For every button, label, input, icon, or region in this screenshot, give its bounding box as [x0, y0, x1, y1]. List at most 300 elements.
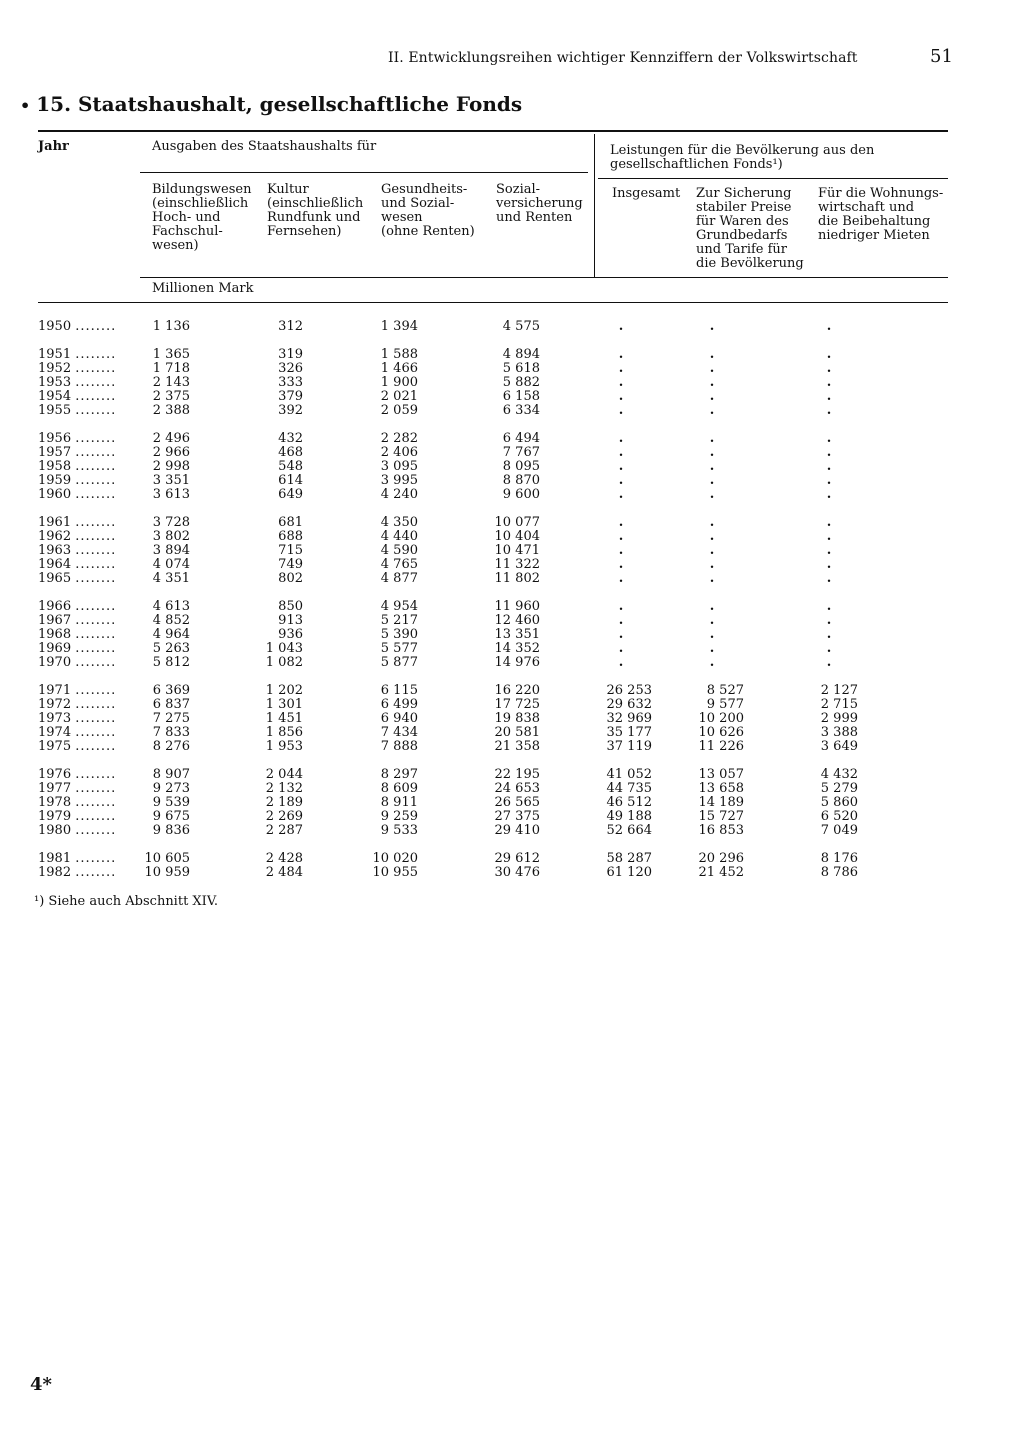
year-cell [38, 530, 116, 544]
header-line: stabiler Preise [696, 200, 792, 215]
value-cell: 7 275 [152, 711, 190, 726]
leader-dots: ........ [75, 473, 117, 488]
value-cell: 20 296 [698, 851, 744, 866]
year-cell [38, 404, 116, 418]
year-cell [38, 740, 116, 754]
value-cell: 17 725 [494, 697, 540, 712]
value-cell: 2 059 [380, 403, 418, 418]
leader-dots: ........ [75, 683, 117, 698]
header-col-preise [696, 187, 804, 271]
page-number: 51 [930, 46, 953, 67]
value-cell: 26 253 [606, 683, 652, 698]
value-cell: 2 282 [380, 431, 418, 446]
value-cell: 2 966 [152, 445, 190, 460]
value-cell: 1 043 [265, 641, 303, 656]
year-cell [38, 376, 116, 390]
table-row [0, 614, 1024, 628]
year-cell [38, 572, 116, 586]
value-cell: 5 882 [502, 375, 540, 390]
year-cell [38, 712, 116, 726]
header-line: Zur Sicherung [696, 186, 792, 201]
value-cell: 2 127 [820, 683, 858, 698]
value-cell: 4 351 [152, 571, 190, 586]
year-value: 1971 [38, 683, 72, 698]
table-row [0, 460, 1024, 474]
value-cell: 3 728 [152, 515, 190, 530]
header-col-gesundheit [381, 183, 475, 239]
value-cell: 2 375 [152, 389, 190, 404]
year-value: 1953 [38, 375, 72, 390]
value-cell: 8 870 [502, 473, 540, 488]
value-cell: 4 590 [380, 543, 418, 558]
value-cell: 9 675 [152, 809, 190, 824]
value-cell: 3 613 [152, 487, 190, 502]
year-cell [38, 390, 116, 404]
table-row [0, 474, 1024, 488]
group-rule-right [598, 178, 948, 179]
value-cell: 7 049 [820, 823, 858, 838]
value-cell: 4 852 [152, 613, 190, 628]
year-value: 1952 [38, 361, 72, 376]
table-row [0, 348, 1024, 362]
table-row [0, 796, 1024, 810]
leader-dots: ........ [75, 823, 117, 838]
value-cell: 4 613 [152, 599, 190, 614]
no-data-cell: . [618, 319, 624, 334]
no-data-cell: . [826, 515, 832, 530]
table-row [0, 684, 1024, 698]
value-cell: 5 877 [380, 655, 418, 670]
header-col-insgesamt [612, 187, 680, 201]
no-data-cell: . [826, 473, 832, 488]
no-data-cell: . [826, 431, 832, 446]
leader-dots: ........ [75, 725, 117, 740]
value-cell: 8 911 [380, 795, 418, 810]
value-cell: 2 496 [152, 431, 190, 446]
leader-dots: ........ [75, 361, 117, 376]
table-row [0, 698, 1024, 712]
value-cell: 29 410 [494, 823, 540, 838]
value-cell: 9 259 [380, 809, 418, 824]
header-col-kultur [267, 183, 363, 239]
value-cell: 13 658 [698, 781, 744, 796]
no-data-cell: . [618, 627, 624, 642]
value-cell: 16 220 [494, 683, 540, 698]
value-cell: 2 269 [265, 809, 303, 824]
value-cell: 2 428 [265, 851, 303, 866]
no-data-cell: . [709, 655, 715, 670]
value-cell: 5 217 [380, 613, 418, 628]
year-cell [38, 474, 116, 488]
header-line: wirtschaft und [818, 200, 915, 215]
value-cell: 2 388 [152, 403, 190, 418]
value-cell: 24 653 [494, 781, 540, 796]
value-cell: 15 727 [698, 809, 744, 824]
value-cell: 9 539 [152, 795, 190, 810]
header-line: für Waren des [696, 214, 789, 229]
year-value: 1979 [38, 809, 72, 824]
value-cell: 312 [278, 319, 303, 334]
leader-dots: ........ [75, 865, 117, 880]
no-data-cell: . [826, 655, 832, 670]
value-cell: 548 [278, 459, 303, 474]
value-cell: 21 358 [494, 739, 540, 754]
year-value: 1964 [38, 557, 72, 572]
value-cell: 326 [278, 361, 303, 376]
value-cell: 8 907 [152, 767, 190, 782]
no-data-cell: . [826, 599, 832, 614]
no-data-cell: . [826, 613, 832, 628]
leader-dots: ........ [75, 459, 117, 474]
no-data-cell: . [618, 557, 624, 572]
year-cell [38, 544, 116, 558]
header-group-right-line: Leistungen für die Bevölkerung aus den [610, 143, 875, 158]
year-cell [38, 628, 116, 642]
no-data-cell: . [618, 375, 624, 390]
leader-dots: ........ [75, 599, 117, 614]
year-value: 1967 [38, 613, 72, 628]
value-cell: 30 476 [494, 865, 540, 880]
value-cell: 10 605 [144, 851, 190, 866]
table-row [0, 628, 1024, 642]
no-data-cell: . [709, 375, 715, 390]
no-data-cell: . [709, 473, 715, 488]
value-cell: 913 [278, 613, 303, 628]
leader-dots: ........ [75, 641, 117, 656]
header-line: niedriger Mieten [818, 228, 930, 243]
header-group-left: Ausgaben des Staatshaushalts für [152, 139, 377, 154]
header-line: (ohne Renten) [381, 224, 475, 239]
year-value: 1974 [38, 725, 72, 740]
value-cell: 5 860 [820, 795, 858, 810]
no-data-cell: . [826, 459, 832, 474]
no-data-cell: . [709, 543, 715, 558]
value-cell: 2 132 [265, 781, 303, 796]
no-data-cell: . [618, 445, 624, 460]
year-cell [38, 348, 116, 362]
table-row [0, 516, 1024, 530]
no-data-cell: . [618, 473, 624, 488]
value-cell: 715 [278, 543, 303, 558]
header-line: Kultur [267, 182, 309, 197]
value-cell: 5 618 [502, 361, 540, 376]
value-cell: 21 452 [698, 865, 744, 880]
no-data-cell: . [826, 375, 832, 390]
year-value: 1958 [38, 459, 72, 474]
no-data-cell: . [709, 613, 715, 628]
value-cell: 614 [278, 473, 303, 488]
header-group-right [610, 144, 874, 172]
leader-dots: ........ [75, 851, 117, 866]
value-cell: 10 955 [372, 865, 418, 880]
year-cell [38, 684, 116, 698]
value-cell: 7 434 [380, 725, 418, 740]
value-cell: 6 494 [502, 431, 540, 446]
value-cell: 6 369 [152, 683, 190, 698]
no-data-cell: . [826, 543, 832, 558]
table-row [0, 824, 1024, 838]
year-cell [38, 726, 116, 740]
year-value: 1961 [38, 515, 72, 530]
value-cell: 2 484 [265, 865, 303, 880]
value-cell: 649 [278, 487, 303, 502]
header-line: Fachschul- [152, 224, 223, 239]
value-cell: 6 520 [820, 809, 858, 824]
year-value: 1956 [38, 431, 72, 446]
value-cell: 319 [278, 347, 303, 362]
value-cell: 5 390 [380, 627, 418, 642]
no-data-cell: . [826, 641, 832, 656]
value-cell: 10 404 [494, 529, 540, 544]
header-line: (einschließlich [267, 196, 364, 211]
value-cell: 749 [278, 557, 303, 572]
value-cell: 3 388 [820, 725, 858, 740]
value-cell: 11 802 [494, 571, 540, 586]
leader-dots: ........ [75, 809, 117, 824]
value-cell: 9 836 [152, 823, 190, 838]
year-value: 1972 [38, 697, 72, 712]
no-data-cell: . [826, 529, 832, 544]
no-data-cell: . [709, 431, 715, 446]
no-data-cell: . [709, 557, 715, 572]
value-cell: 2 189 [265, 795, 303, 810]
value-cell: 10 471 [494, 543, 540, 558]
header-line: Gesundheits- [381, 182, 468, 197]
value-cell: 2 406 [380, 445, 418, 460]
table-row [0, 740, 1024, 754]
header-line: (einschließlich [152, 196, 249, 211]
value-cell: 6 334 [502, 403, 540, 418]
no-data-cell: . [618, 529, 624, 544]
header-line: Grundbedarfs [696, 228, 788, 243]
value-cell: 29 612 [494, 851, 540, 866]
no-data-cell: . [618, 599, 624, 614]
header-bottom-rule [140, 277, 948, 278]
table-row [0, 320, 1024, 334]
value-cell: 6 115 [380, 683, 418, 698]
value-cell: 16 853 [698, 823, 744, 838]
value-cell: 8 297 [380, 767, 418, 782]
leader-dots: ........ [75, 375, 117, 390]
no-data-cell: . [826, 319, 832, 334]
group-divider [594, 134, 595, 278]
header-col-wohnung [818, 187, 943, 243]
header-col-bildung [152, 183, 252, 253]
table-row [0, 810, 1024, 824]
value-cell: 2 044 [265, 767, 303, 782]
no-data-cell: . [709, 515, 715, 530]
no-data-cell: . [618, 515, 624, 530]
value-cell: 1 718 [152, 361, 190, 376]
header-line: Sozial- [496, 182, 541, 197]
table-title-text: 15. Staatshaushalt, gesellschaftliche Fonds [36, 92, 523, 116]
value-cell: 1 588 [380, 347, 418, 362]
value-cell: 2 999 [820, 711, 858, 726]
leader-dots: ........ [75, 627, 117, 642]
year-value: 1980 [38, 823, 72, 838]
table-title [20, 92, 522, 116]
value-cell: 1 856 [265, 725, 303, 740]
leader-dots: ........ [75, 515, 117, 530]
leader-dots: ........ [75, 571, 117, 586]
header-line: Bildungswesen [152, 182, 252, 197]
value-cell: 7 833 [152, 725, 190, 740]
value-cell: 46 512 [606, 795, 652, 810]
value-cell: 3 995 [380, 473, 418, 488]
value-cell: 1 301 [265, 697, 303, 712]
table-row [0, 362, 1024, 376]
bullet-mark: • [20, 96, 31, 115]
value-cell: 8 527 [706, 683, 744, 698]
year-value: 1965 [38, 571, 72, 586]
no-data-cell: . [709, 627, 715, 642]
no-data-cell: . [618, 641, 624, 656]
value-cell: 10 077 [494, 515, 540, 530]
body-top-rule [38, 302, 948, 303]
header-group-right-line: gesellschaftlichen Fonds¹) [610, 157, 783, 172]
leader-dots: ........ [75, 655, 117, 670]
value-cell: 4 240 [380, 487, 418, 502]
value-cell: 6 158 [502, 389, 540, 404]
no-data-cell: . [618, 655, 624, 670]
year-value: 1959 [38, 473, 72, 488]
value-cell: 8 786 [820, 865, 858, 880]
year-value: 1966 [38, 599, 72, 614]
value-cell: 1 394 [380, 319, 418, 334]
value-cell: 10 959 [144, 865, 190, 880]
header-col-sozialversicherung [496, 183, 583, 225]
value-cell: 10 200 [698, 711, 744, 726]
year-value: 1976 [38, 767, 72, 782]
top-rule [38, 130, 948, 132]
value-cell: 3 649 [820, 739, 858, 754]
no-data-cell: . [709, 347, 715, 362]
leader-dots: ........ [75, 431, 117, 446]
value-cell: 1 082 [265, 655, 303, 670]
year-value: 1951 [38, 347, 72, 362]
table-row [0, 544, 1024, 558]
value-cell: 26 565 [494, 795, 540, 810]
value-cell: 6 837 [152, 697, 190, 712]
value-cell: 8 095 [502, 459, 540, 474]
value-cell: 1 365 [152, 347, 190, 362]
running-head: II. Entwicklungsreihen wichtiger Kennziffern der Volkswirtschaft [388, 50, 858, 66]
value-cell: 14 976 [494, 655, 540, 670]
no-data-cell: . [709, 361, 715, 376]
no-data-cell: . [618, 403, 624, 418]
no-data-cell: . [709, 445, 715, 460]
no-data-cell: . [618, 431, 624, 446]
value-cell: 4 877 [380, 571, 418, 586]
value-cell: 10 020 [372, 851, 418, 866]
no-data-cell: . [618, 389, 624, 404]
header-line: Rundfunk und [267, 210, 361, 225]
year-cell [38, 432, 116, 446]
signature-mark: 4* [30, 1374, 52, 1395]
header-line: die Bevölkerung [696, 256, 804, 271]
value-cell: 3 802 [152, 529, 190, 544]
value-cell: 4 432 [820, 767, 858, 782]
value-cell: 2 021 [380, 389, 418, 404]
no-data-cell: . [826, 361, 832, 376]
value-cell: 11 960 [494, 599, 540, 614]
no-data-cell: . [709, 571, 715, 586]
no-data-cell: . [709, 403, 715, 418]
table-row [0, 712, 1024, 726]
year-cell [38, 796, 116, 810]
no-data-cell: . [709, 487, 715, 502]
leader-dots: ........ [75, 767, 117, 782]
year-cell [38, 320, 116, 334]
year-value: 1978 [38, 795, 72, 810]
value-cell: 13 057 [698, 767, 744, 782]
value-cell: 37 119 [606, 739, 652, 754]
leader-dots: ........ [75, 739, 117, 754]
value-cell: 9 533 [380, 823, 418, 838]
value-cell: 13 351 [494, 627, 540, 642]
year-cell [38, 782, 116, 796]
year-value: 1969 [38, 641, 72, 656]
year-cell [38, 488, 116, 502]
header-line: wesen [381, 210, 423, 225]
header-line: Fernsehen) [267, 224, 342, 239]
table-row [0, 432, 1024, 446]
value-cell: 6 499 [380, 697, 418, 712]
value-cell: 4 765 [380, 557, 418, 572]
no-data-cell: . [826, 571, 832, 586]
year-cell [38, 852, 116, 866]
leader-dots: ........ [75, 711, 117, 726]
no-data-cell: . [826, 487, 832, 502]
leader-dots: ........ [75, 557, 117, 572]
value-cell: 1 136 [152, 319, 190, 334]
value-cell: 41 052 [606, 767, 652, 782]
value-cell: 9 577 [706, 697, 744, 712]
year-value: 1963 [38, 543, 72, 558]
value-cell: 35 177 [606, 725, 652, 740]
no-data-cell: . [709, 459, 715, 474]
value-cell: 850 [278, 599, 303, 614]
table-row [0, 768, 1024, 782]
year-value: 1975 [38, 739, 72, 754]
value-cell: 4 350 [380, 515, 418, 530]
value-cell: 802 [278, 571, 303, 586]
value-cell: 468 [278, 445, 303, 460]
value-cell: 2 998 [152, 459, 190, 474]
value-cell: 58 287 [606, 851, 652, 866]
no-data-cell: . [709, 529, 715, 544]
table-row [0, 782, 1024, 796]
year-cell [38, 558, 116, 572]
no-data-cell: . [826, 627, 832, 642]
value-cell: 1 900 [380, 375, 418, 390]
value-cell: 20 581 [494, 725, 540, 740]
header-line: wesen) [152, 238, 199, 253]
leader-dots: ........ [75, 389, 117, 404]
value-cell: 4 575 [502, 319, 540, 334]
leader-dots: ........ [75, 613, 117, 628]
year-value: 1957 [38, 445, 72, 460]
value-cell: 9 273 [152, 781, 190, 796]
year-value: 1977 [38, 781, 72, 796]
leader-dots: ........ [75, 529, 117, 544]
value-cell: 4 074 [152, 557, 190, 572]
footnote: ¹) Siehe auch Abschnitt XIV. [34, 894, 219, 909]
leader-dots: ........ [75, 795, 117, 810]
table-row [0, 390, 1024, 404]
value-cell: 7 767 [502, 445, 540, 460]
table-row [0, 558, 1024, 572]
